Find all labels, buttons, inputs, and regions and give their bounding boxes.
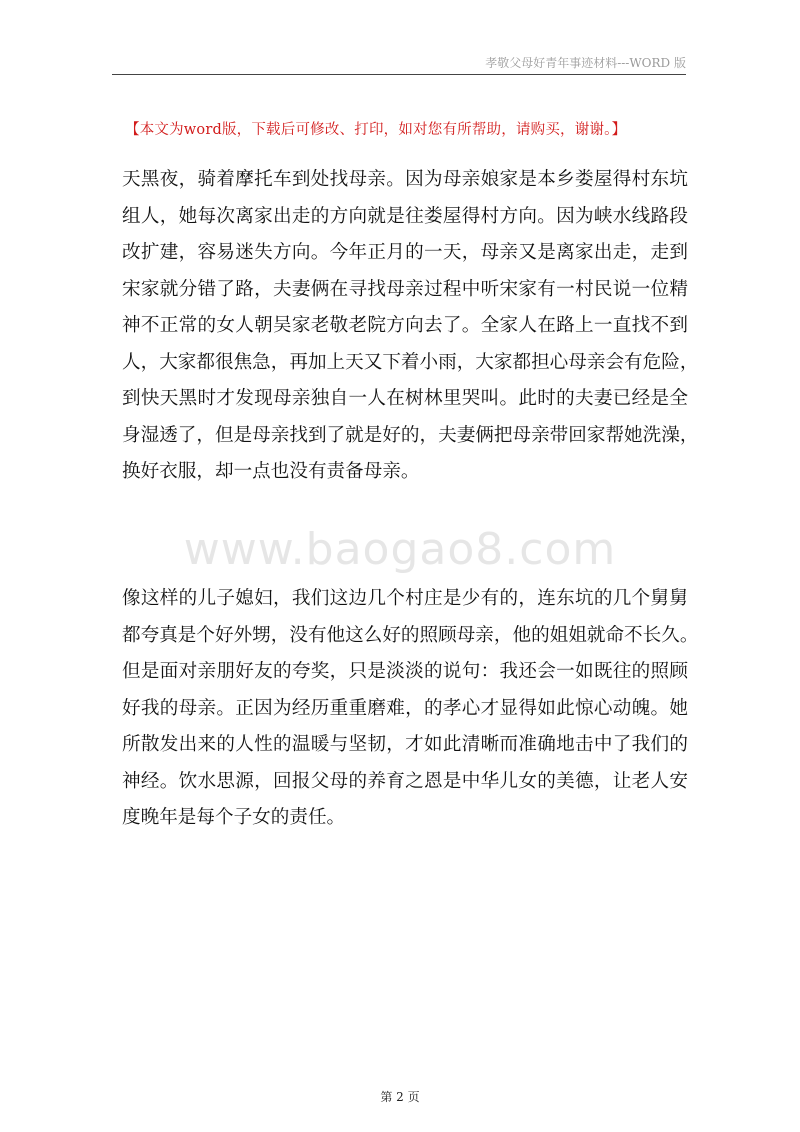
paragraph-line: 神经。饮水思源，回报父母的养育之恩是中华儿女的美德，让老人安 <box>122 770 688 792</box>
page-header <box>112 50 686 75</box>
paragraph-line: 都夸真是个好外甥，没有他这么好的照顾母亲，他的姐姐就命不长久。 <box>122 624 699 646</box>
paragraph-line: 天黑夜，骑着摩托车到处找母亲。因为母亲娘家是本乡娄屋得村东坑 <box>122 169 688 190</box>
paragraph-line: 身湿透了，但是母亲找到了就是好的，夫妻俩把母亲带回家帮她洗澡， <box>122 424 699 446</box>
paragraph-line: 好我的母亲。正因为经历重重磨难，的孝心才显得如此惊心动魄。她 <box>122 697 688 719</box>
purchase-notice: 【本文为word版，下载后可修改、打印，如对您有所帮助，请购买，谢谢。】 <box>125 122 627 138</box>
paragraph-line: 度晚年是每个子女的责任。 <box>122 807 346 828</box>
paragraph-line: 人，大家都很焦急，再加上天又下着小雨，大家都担心母亲会有危险， <box>122 351 699 373</box>
paragraph-line: 但是面对亲朋好友的夸奖，只是淡淡的说句：我还会一如既往的照顾 <box>122 661 688 682</box>
paragraph-line: 所散发出来的人性的温暖与坚韧，才如此清晰而准确地击中了我们的 <box>122 734 688 755</box>
paragraph-line: 换好衣服，却一点也没有责备母亲。 <box>122 461 420 482</box>
paragraph-line: 改扩建，容易迷失方向。今年正月的一天，母亲又是离家出走，走到 <box>122 242 688 263</box>
paragraph-line: 组人，她每次离家出走的方向就是往娄屋得村方向。因为峡水线路段 <box>122 205 688 227</box>
page-number: 第 2 页 <box>380 1090 420 1104</box>
paragraph-line: 神不正常的女人朝吴家老敬老院方向去了。全家人在路上一直找不到 <box>122 315 688 336</box>
watermark: www.baogao8.com <box>183 524 617 575</box>
paragraph-2 <box>122 581 699 837</box>
paragraph-1 <box>122 162 699 491</box>
paragraph-line: 到快天黑时才发现母亲独自一人在树林里哭叫。此时的夫妻已经是全 <box>122 388 688 409</box>
paragraph-line: 宋家就分错了路，夫妻俩在寻找母亲过程中听宋家有一村民说一位精 <box>122 278 688 300</box>
header-title: 孝敬父母好青年事迹材料---WORD 版 <box>485 56 686 70</box>
paragraph-line: 像这样的儿子媳妇，我们这边几个村庄是少有的，连东坑的几个舅舅 <box>122 588 688 609</box>
